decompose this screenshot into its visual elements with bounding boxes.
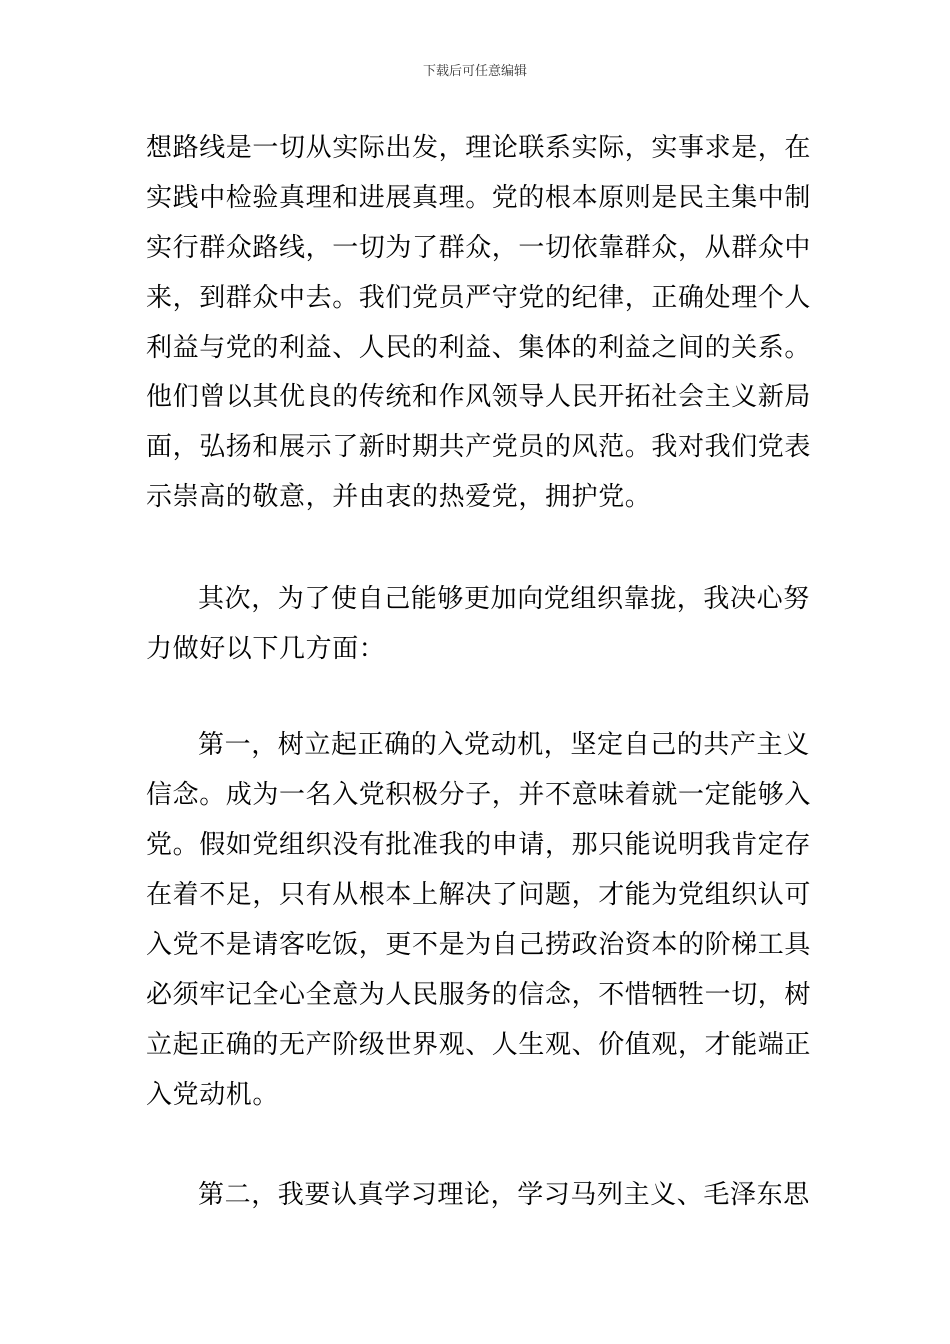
- text-line: 实行群众路线，一切为了群众，一切依靠群众，从群众中: [146, 233, 812, 263]
- paragraph-first-line: 第一，树立起正确的入党动机，坚定自己的共产主义: [198, 730, 810, 760]
- text-line: 利益与党的利益、人民的利益、集体的利益之间的关系。: [146, 333, 812, 363]
- text-line: 入党动机。: [146, 1080, 280, 1110]
- text-line: 面，弘扬和展示了新时期共产党员的风范。我对我们党表: [146, 432, 812, 462]
- text-line: 力做好以下几方面：: [146, 634, 386, 664]
- text-line: 想路线是一切从实际出发，理论联系实际，实事求是，在: [146, 133, 812, 163]
- text-line: 他们曾以其优良的传统和作风领导人民开拓社会主义新局: [146, 382, 812, 412]
- text-line: 立起正确的无产阶级世界观、人生观、价值观，才能端正: [146, 1030, 812, 1060]
- text-line: 入党不是请客吃饭，更不是为自己捞政治资本的阶梯工具: [146, 930, 812, 960]
- text-line: 信念。成为一名入党积极分子，并不意味着就一定能够入: [146, 780, 812, 810]
- text-line: 党。假如党组织没有批准我的申请，那只能说明我肯定存: [146, 830, 812, 860]
- paragraph-first-line: 第二，我要认真学习理论，学习马列主义、毛泽东思: [198, 1180, 810, 1210]
- text-line: 实践中检验真理和进展真理。党的根本原则是民主集中制: [146, 183, 812, 213]
- text-line: 必须牢记全心全意为人民服务的信念，不惜牺牲一切，树: [146, 980, 812, 1010]
- paragraph-first-line: 其次，为了使自己能够更加向党组织靠拢，我决心努: [198, 584, 810, 614]
- text-line: 在着不足，只有从根本上解决了问题，才能为党组织认可: [146, 880, 812, 910]
- page-header-note: 下载后可任意编辑: [422, 64, 527, 79]
- text-line: 示崇高的敬意，并由衷的热爱党，拥护党。: [146, 482, 652, 512]
- text-line: 来，到群众中去。我们党员严守党的纪律，正确处理个人: [146, 283, 812, 313]
